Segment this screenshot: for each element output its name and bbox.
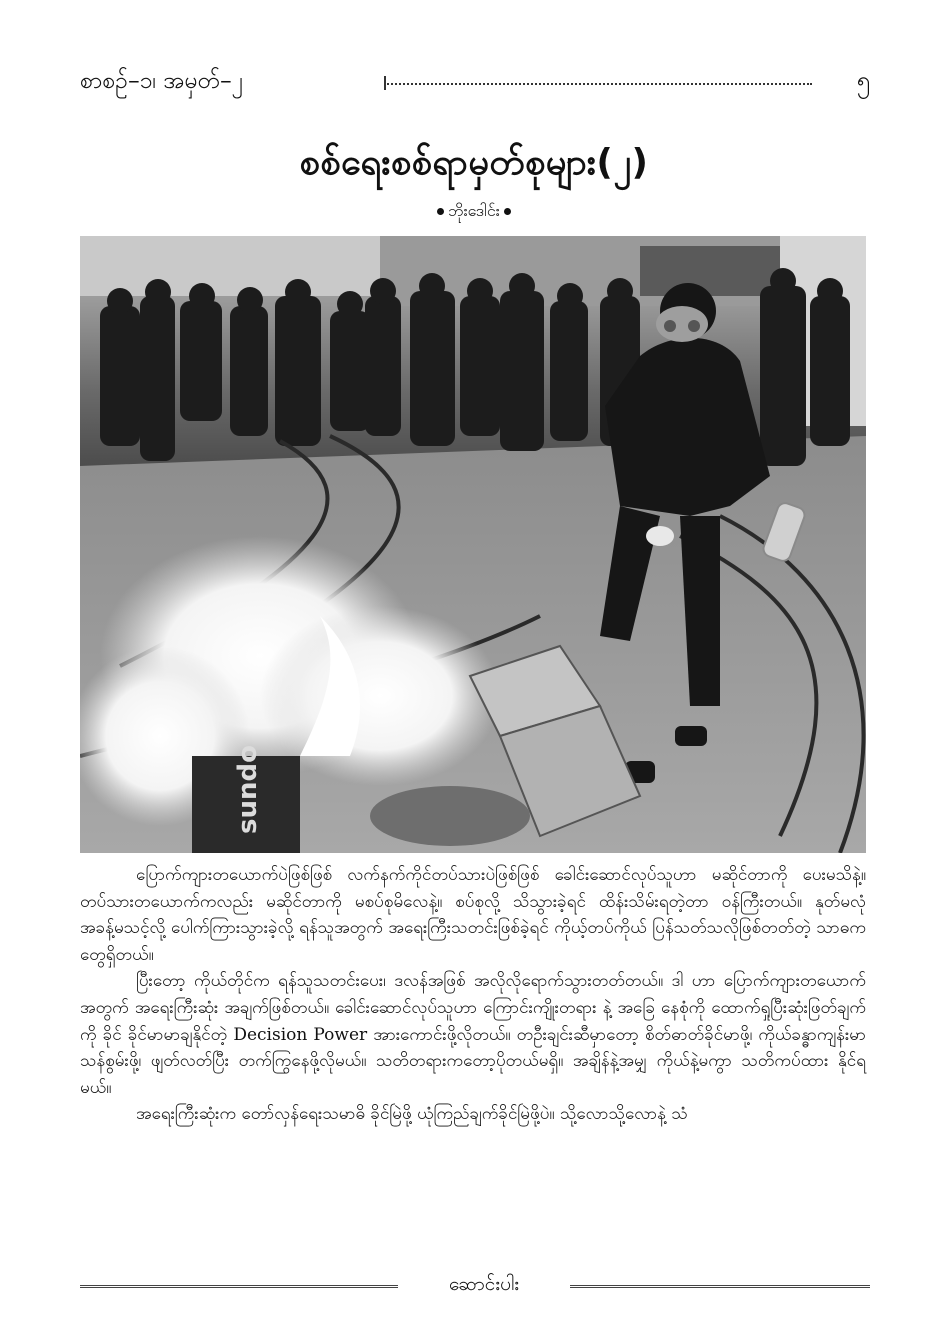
article-title: စစ်ရေးစစ်ရာမှတ်စုများ(၂): [299, 142, 649, 183]
bullet-dot-icon: [504, 208, 511, 215]
article-byline: [0, 200, 948, 224]
page-footer: [80, 1270, 870, 1300]
protest-scene-illustration: [80, 236, 866, 853]
paragraph: ပြောက်ကျားတယောက်ပဲဖြစ်ဖြစ် လက်နက်ကိုင်တပ်သားပဲဖြစ်ဖြစ် ခေါင်းဆောင်လုပ်သူဟာ မဆိုင်တာကို ပေးမသိနဲ့။ တပ်သားတယောက်ကလည်း မဆိုင်တာကို မစပ်စုမိလေနဲ့။ စပ်စုလို့ သိသွားခဲ့ရင် ထိန်းသိမ်းရတဲ့တာ ဝန်ကြီးတယ်။ နုတ်မလုံ အခန့်မသင့်လို့ ပေါက်ကြားသွားခဲ့လို့ ရန်သူအတွက် အရေးကြီးသတင်းဖြစ်ခဲ့ရင် ကိုယ့်တပ်ကိုယ် ပြန်သတ်သလိုဖြစ်တတ်တဲ့ သာဓကတွေရှိတယ်။: [80, 865, 866, 965]
page-number: ၅: [856, 66, 870, 94]
issue-label: စာစဉ်–၁၊ အမှတ်–၂: [80, 68, 243, 94]
bullet-dot-icon: [437, 208, 444, 215]
header-dotted-rule: [384, 83, 812, 85]
paragraph: အရေးကြီးဆုံးက တော်လှန်ရေးသမာဓိ ခိုင်မြဲဖို့ ယုံကြည်ချက်ခိုင်မြဲဖို့ပဲ။ သို့လောသို့လောနဲ့ သံ: [136, 1104, 688, 1125]
footer-label: ဆောင်းပါး: [448, 1273, 520, 1295]
footer-rule-right: [570, 1285, 870, 1288]
article-body: [80, 862, 866, 1128]
paragraph: ပြီးတော့ ကိုယ်တိုင်က ရန်သူသတင်းပေး၊ ဒလန်အဖြစ် အလိုလိုရောက်သွားတတ်တယ်။ ဒါ ဟာ ပြောက်ကျားတယောက်အတွက် အရေးကြီးဆုံး အချက်ဖြစ်တယ်။ ခေါင်းဆောင်လုပ်သူဟာ ကြောင်းကျိုးတရား နဲ့ အခြေ နေစုံကို ထောက်ရှုပြီးဆုံးဖြတ်ချက်ကို ခိုင် ခိုင်မာမာချနိုင်တဲ့ Decision Power အားကောင်းဖို့လိုတယ်။ တဦးချင်းဆီမှာတော့ စိတ်ဓာတ်ခိုင်မာဖို့၊ ကိုယ်ခန္ဓာကျန်းမာသန်စွမ်းဖို့၊ ဖျတ်လတ်ပြီး တက်ကြွနေဖို့လိုမယ်။ သတိတရားကတော့ပိုတယ်မရှိ။ အချိန်နဲ့အမျှ ကိုယ်နဲ့မကွာ သတိကပ်ထား နိုင်ရမယ်။: [80, 971, 866, 1098]
author-name: ဘိုးဒေါင်း: [448, 201, 500, 220]
footer-rule-left: [80, 1285, 398, 1288]
sign-text: sundo: [233, 745, 263, 834]
page-header: [80, 64, 870, 98]
article-photo: [80, 236, 866, 853]
